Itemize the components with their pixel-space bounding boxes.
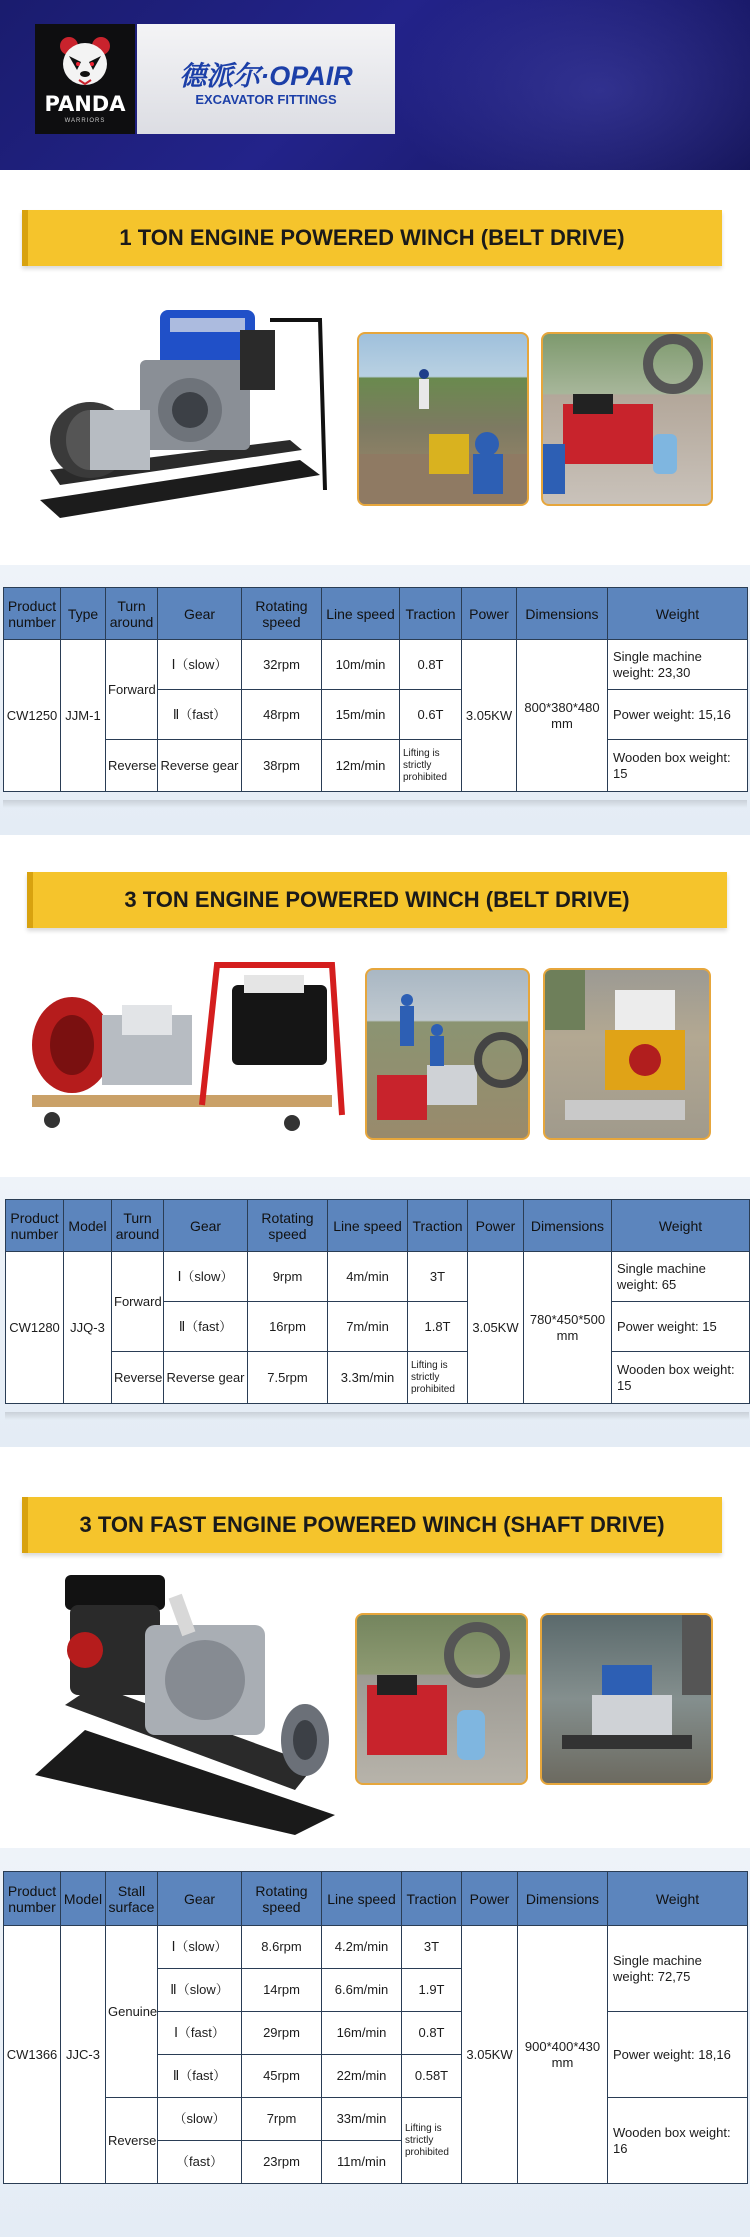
table-row: [4, 640, 748, 690]
gear-cell: Ⅰ（slow）: [164, 1252, 248, 1302]
line-cell: 15m/min: [322, 690, 400, 740]
col-header: Traction: [408, 1200, 468, 1252]
type-cell: JJQ-3: [64, 1252, 112, 1404]
weight-cell: Single machine weight: 72,75: [608, 1926, 748, 2012]
surface-cell: Genuine: [106, 1926, 158, 2098]
traction-cell: 1.9T: [402, 1969, 462, 2012]
gear-cell: Ⅱ（fast）: [158, 2055, 242, 2098]
line-cell: 7m/min: [328, 1302, 408, 1352]
logo-text: PANDA: [44, 92, 126, 116]
brand-subtitle: EXCAVATOR FITTINGS: [195, 92, 337, 107]
power-cell: 3.05KW: [468, 1252, 524, 1404]
dimensions-cell: 780*450*500 mm: [524, 1252, 612, 1404]
line-cell: 3.3m/min: [328, 1352, 408, 1404]
col-header: Line speed: [328, 1200, 408, 1252]
col-header: Rotating speed: [242, 588, 322, 640]
site-photo-1b: [541, 332, 713, 506]
section-title-text: 3 TON ENGINE POWERED WINCH (BELT DRIVE): [124, 887, 630, 912]
table-shadow: [3, 800, 747, 808]
section-title-text: 3 TON FAST ENGINE POWERED WINCH (SHAFT DRIVE): [79, 1512, 665, 1537]
weight-cell: Wooden box weight: 15: [612, 1352, 750, 1404]
weight-cell: Wooden box weight: 15: [608, 740, 748, 792]
line-cell: 6.6m/min: [322, 1969, 402, 2012]
spec-table-1: [3, 587, 748, 792]
site-photo-3a: [355, 1613, 528, 1785]
speed-cell: 7.5rpm: [248, 1352, 328, 1404]
spec-table-2: [5, 1199, 750, 1404]
gear-cell: Ⅱ（fast）: [164, 1302, 248, 1352]
line-cell: 10m/min: [322, 640, 400, 690]
panda-logo: [35, 24, 135, 134]
col-header: Weight: [612, 1200, 750, 1252]
weight-cell: Power weight: 15: [612, 1302, 750, 1352]
col-header: Product number: [6, 1200, 64, 1252]
col-header: Product number: [4, 1872, 61, 1926]
table-row: [4, 740, 748, 792]
col-header: Rotating speed: [242, 1872, 322, 1926]
site-photo-1a: [357, 332, 529, 506]
traction-cell: 3T: [402, 1926, 462, 1969]
spec-table-3: [3, 1871, 748, 2184]
product-number: CW1280: [6, 1252, 64, 1404]
line-cell: 22m/min: [322, 2055, 402, 2098]
traction-cell: Lifting is strictly prohibited: [400, 740, 462, 792]
site-photo-2b: [543, 968, 711, 1140]
dimensions-cell: 800*380*480 mm: [517, 640, 608, 792]
col-header: Rotating speed: [248, 1200, 328, 1252]
section-title-3: [22, 1497, 722, 1553]
traction-cell: Lifting is strictly prohibited: [402, 2098, 462, 2184]
traction-cell: 0.8T: [402, 2012, 462, 2055]
panda-icon: [57, 34, 113, 90]
traction-cell: 3T: [408, 1252, 468, 1302]
table-row: [6, 1252, 750, 1302]
line-cell: 4.2m/min: [322, 1926, 402, 1969]
col-header: Weight: [608, 1872, 748, 1926]
header-banner: [0, 0, 750, 170]
winch-1ton-image: [20, 290, 340, 540]
gear-cell: Reverse gear: [158, 740, 242, 792]
dimensions-cell: 900*400*430 mm: [518, 1926, 608, 2184]
power-cell: 3.05KW: [462, 1926, 518, 2184]
col-header: Power: [468, 1200, 524, 1252]
col-header: Type: [61, 588, 106, 640]
section-title-2: [27, 872, 727, 928]
gear-cell: Ⅰ（fast）: [158, 2012, 242, 2055]
speed-cell: 8.6rpm: [242, 1926, 322, 1969]
weight-cell: Single machine weight: 65: [612, 1252, 750, 1302]
section-title-text: 1 TON ENGINE POWERED WINCH (BELT DRIVE): [119, 225, 625, 250]
col-header: Product number: [4, 588, 61, 640]
site-photo-3b: [540, 1613, 713, 1785]
line-cell: 11m/min: [322, 2141, 402, 2184]
weight-cell: Wooden box weight: 16: [608, 2098, 748, 2184]
col-header: Stall surface: [106, 1872, 158, 1926]
traction-cell: 0.58T: [402, 2055, 462, 2098]
col-header: Turn around: [106, 588, 158, 640]
turn-cell: Reverse: [106, 740, 158, 792]
gear-cell: Ⅰ（slow）: [158, 640, 242, 690]
turn-cell: Forward: [112, 1252, 164, 1352]
traction-cell: 0.6T: [400, 690, 462, 740]
traction-cell: Lifting is strictly prohibited: [408, 1352, 468, 1404]
product-number: CW1366: [4, 1926, 61, 2184]
col-header: Gear: [158, 588, 242, 640]
gear-cell: Ⅱ（slow）: [158, 1969, 242, 2012]
line-cell: 12m/min: [322, 740, 400, 792]
gear-cell: （fast）: [158, 2141, 242, 2184]
winch-3ton-shaft-image: [25, 1565, 340, 1835]
gear-cell: Reverse gear: [164, 1352, 248, 1404]
weight-cell: Power weight: 15,16: [608, 690, 748, 740]
col-header: Traction: [402, 1872, 462, 1926]
weight-cell: Single machine weight: 23,30: [608, 640, 748, 690]
speed-cell: 38rpm: [242, 740, 322, 792]
type-cell: JJC-3: [61, 1926, 106, 2184]
gear-cell: Ⅰ（slow）: [158, 1926, 242, 1969]
weight-cell: Power weight: 18,16: [608, 2012, 748, 2098]
winch-3ton-belt-image: [12, 945, 352, 1145]
col-header: Power: [462, 1872, 518, 1926]
col-header: Turn around: [112, 1200, 164, 1252]
col-header: Dimensions: [524, 1200, 612, 1252]
col-header: Line speed: [322, 588, 400, 640]
col-header: Model: [61, 1872, 106, 1926]
speed-cell: 7rpm: [242, 2098, 322, 2141]
traction-cell: 1.8T: [408, 1302, 468, 1352]
speed-cell: 16rpm: [248, 1302, 328, 1352]
line-cell: 4m/min: [328, 1252, 408, 1302]
col-header: Power: [462, 588, 517, 640]
col-header: Gear: [164, 1200, 248, 1252]
traction-cell: 0.8T: [400, 640, 462, 690]
turn-cell: Forward: [106, 640, 158, 740]
product-number: CW1250: [4, 640, 61, 792]
col-header: Dimensions: [518, 1872, 608, 1926]
site-photo-2a: [365, 968, 530, 1140]
table-row: [4, 1926, 748, 1969]
line-cell: 33m/min: [322, 2098, 402, 2141]
speed-cell: 23rpm: [242, 2141, 322, 2184]
section-title-1: [22, 210, 722, 266]
turn-cell: Reverse: [112, 1352, 164, 1404]
col-header: Weight: [608, 588, 748, 640]
speed-cell: 14rpm: [242, 1969, 322, 2012]
speed-cell: 32rpm: [242, 640, 322, 690]
brand-title: 德派尔·OPAIR: [179, 61, 353, 91]
type-cell: JJM-1: [61, 640, 106, 792]
gear-cell: Ⅱ（fast）: [158, 690, 242, 740]
speed-cell: 45rpm: [242, 2055, 322, 2098]
brand-block: [137, 24, 395, 134]
speed-cell: 29rpm: [242, 2012, 322, 2055]
table-row: [4, 2098, 748, 2141]
col-header: Gear: [158, 1872, 242, 1926]
col-header: Model: [64, 1200, 112, 1252]
gear-cell: （slow）: [158, 2098, 242, 2141]
col-header: Line speed: [322, 1872, 402, 1926]
speed-cell: 48rpm: [242, 690, 322, 740]
table-shadow: [5, 1412, 749, 1420]
col-header: Dimensions: [517, 588, 608, 640]
surface-cell: Reverse: [106, 2098, 158, 2184]
line-cell: 16m/min: [322, 2012, 402, 2055]
col-header: Traction: [400, 588, 462, 640]
logo-subtext: WARRIORS: [64, 118, 106, 124]
speed-cell: 9rpm: [248, 1252, 328, 1302]
table-row: [6, 1352, 750, 1404]
power-cell: 3.05KW: [462, 640, 517, 792]
